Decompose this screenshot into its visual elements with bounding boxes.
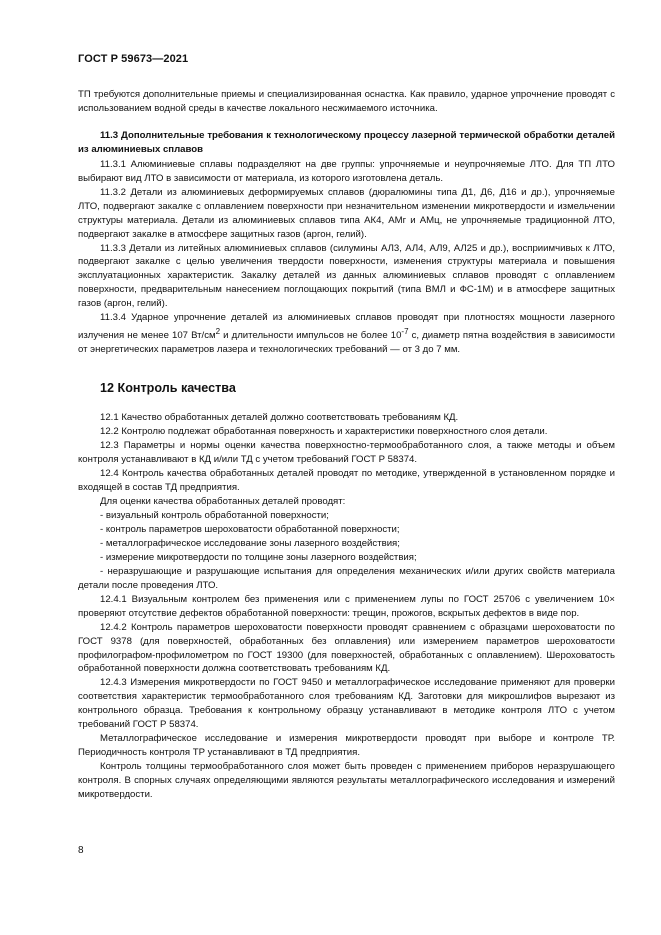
paragraph-12-4-1: 12.4.1 Визуальным контролем без применения или с применением лупы по ГОСТ 25706 с увеличением 10× проверяют отсутствие дефектов обработанной поверхности: трещин, прожогов, вскрытых дефектов в виде пор.	[78, 593, 615, 619]
superscript-cm-squared: 2	[215, 327, 221, 337]
section-title-12: 12 Контроль качества	[100, 381, 236, 396]
paragraph-continuation: ТП требуются дополнительные приемы и специализированная оснастка. Как правило, ударное упрочнение проводят с использованием водной среды в качестве локального несжимаемого источника.	[78, 89, 615, 114]
paragraph-12-4-3: 12.4.3 Измерения микротвердости по ГОСТ 9450 и металлографическое исследование применяют для проверки соответствия характеристик термообработанного слоя требованиям КД. Заготовки для микрошлифов вырезают из контрольного образца. Требования к контрольному образцу устанавливают в методике контроля ЛТО с учетом требований ГОСТ Р 58374.	[78, 677, 615, 731]
paragraph-11-3-4-part-b: и длительности импульсов не более 10	[220, 330, 402, 342]
page-number: 8	[78, 845, 84, 856]
paragraph-12-4: 12.4 Контроль качества обработанных деталей проводят по методике, утвержденной в установленном порядке и входящей в состав ТД предприятия.	[78, 468, 615, 494]
list-item: - неразрушающие и разрушающие испытания для определения механических и/или других свойств материала детали после проведения ЛТО.	[78, 565, 615, 591]
list-item: - измерение микротвердости по толщине зоны лазерного воздействия;	[100, 551, 417, 563]
paragraph-11-3-2: 11.3.2 Детали из алюминиевых деформируемых сплавов (дюралюмины типа Д1, Д6, Д16 и др.), упрочняемые ЛТО, подвергают закалке с оплавлением поверхности при незначительном изменении микротвердости и измельчении структуры материала. Детали из алюминиевых сплавов типа АК4, АМг и АМц, не упрочняемые традиционной ЛТО, подвергают закалке в атмосфере защитных газов (аргон, гелий).	[78, 186, 615, 240]
paragraph-thickness-control: Контроль толщины термообработанного слоя может быть проведен с применением приборов неразрушающего контроля. В спорных случаях определяющими являются результаты металлографического исследования и измерений микротвердости.	[78, 761, 615, 801]
page-header: ГОСТ Р 59673—2021	[78, 53, 189, 65]
paragraph-12-1: 12.1 Качество обработанных деталей должно соответствовать требованиям КД.	[100, 412, 459, 424]
document-body	[78, 88, 615, 802]
paragraph-11-3-4-part-a: 11.3.4 Ударное упрочнение деталей из алюминиевых сплавов проводят при плотностях мощности лазерного излучения не менее 107 Вт/см	[78, 312, 615, 342]
paragraph-12-2: 12.2 Контролю подлежат обработанная поверхность и характеристики поверхностного слоя детали.	[100, 426, 548, 438]
paragraph-12-4-intro: Для оценки качества обработанных деталей проводят:	[100, 496, 346, 508]
list-item: - металлографическое исследование зоны лазерного воздействия;	[100, 537, 400, 549]
subsection-heading-11-3: 11.3 Дополнительные требования к технологическому процессу лазерной термической обработки деталей из алюминиевых сплавов	[78, 129, 615, 155]
paragraph-11-3-4	[78, 311, 615, 357]
paragraph-12-4-2: 12.4.2 Контроль параметров шероховатости поверхности проводят сравнением с образцами шероховатости по ГОСТ 9378 (для поверхностей, обработанных без оплавления) или измерением параметров шероховатости профилографом-профилометром по ГОСТ 19300 (для поверхностей, обработанных с оплавлением). Шероховатость обработанной поверхности должна соответствовать требованиям КД.	[78, 621, 615, 675]
paragraph-11-3-3: 11.3.3 Детали из литейных алюминиевых сплавов (силумины АЛ3, АЛ4, АЛ9, АЛ25 и др.), восприимчивых к ЛТО, подвергают закалке с целью увеличения твердости поверхности, изменения структуры материала и повышения эксплуатационных характеристик. Закалку деталей из данных алюминиевых сплавов проводят с оплавлением поверхности, предварительным нанесением поглощающих покрытий (типа ВМЛ и ФС-1М) и в атмосфере защитных газов (аргон, гелий).	[78, 242, 615, 310]
paragraph-11-3-1: 11.3.1 Алюминиевые сплавы подразделяют на две группы: упрочняемые и неупрочняемые ЛТО. Для ТП ЛТО выбирают вид ЛТО в зависимости от материала, из которого изготовлена деталь.	[78, 158, 615, 184]
paragraph-metallography: Металлографическое исследование и измерения микротвердости проводят при выборе и контроле ТР. Периодичность контроля ТР устанавливают в ТД предприятия.	[78, 733, 615, 759]
list-item: - визуальный контроль обработанной поверхности;	[100, 509, 329, 521]
paragraph-12-3: 12.3 Параметры и нормы оценки качества поверхностно-термообработанного слоя, а также методы и объем контроля устанавливают в КД и/или ТД с учетом требований ГОСТ Р 58374.	[78, 440, 615, 466]
list-item: - контроль параметров шероховатости обработанной поверхности;	[100, 523, 400, 535]
superscript-exponent: -7	[401, 327, 409, 337]
paragraph-11-3-4-part-c: с, диаметр пятна воздействия в зависимости от энергетических параметров лазера и технологических требований — от 3 до 7 мм.	[78, 330, 615, 356]
